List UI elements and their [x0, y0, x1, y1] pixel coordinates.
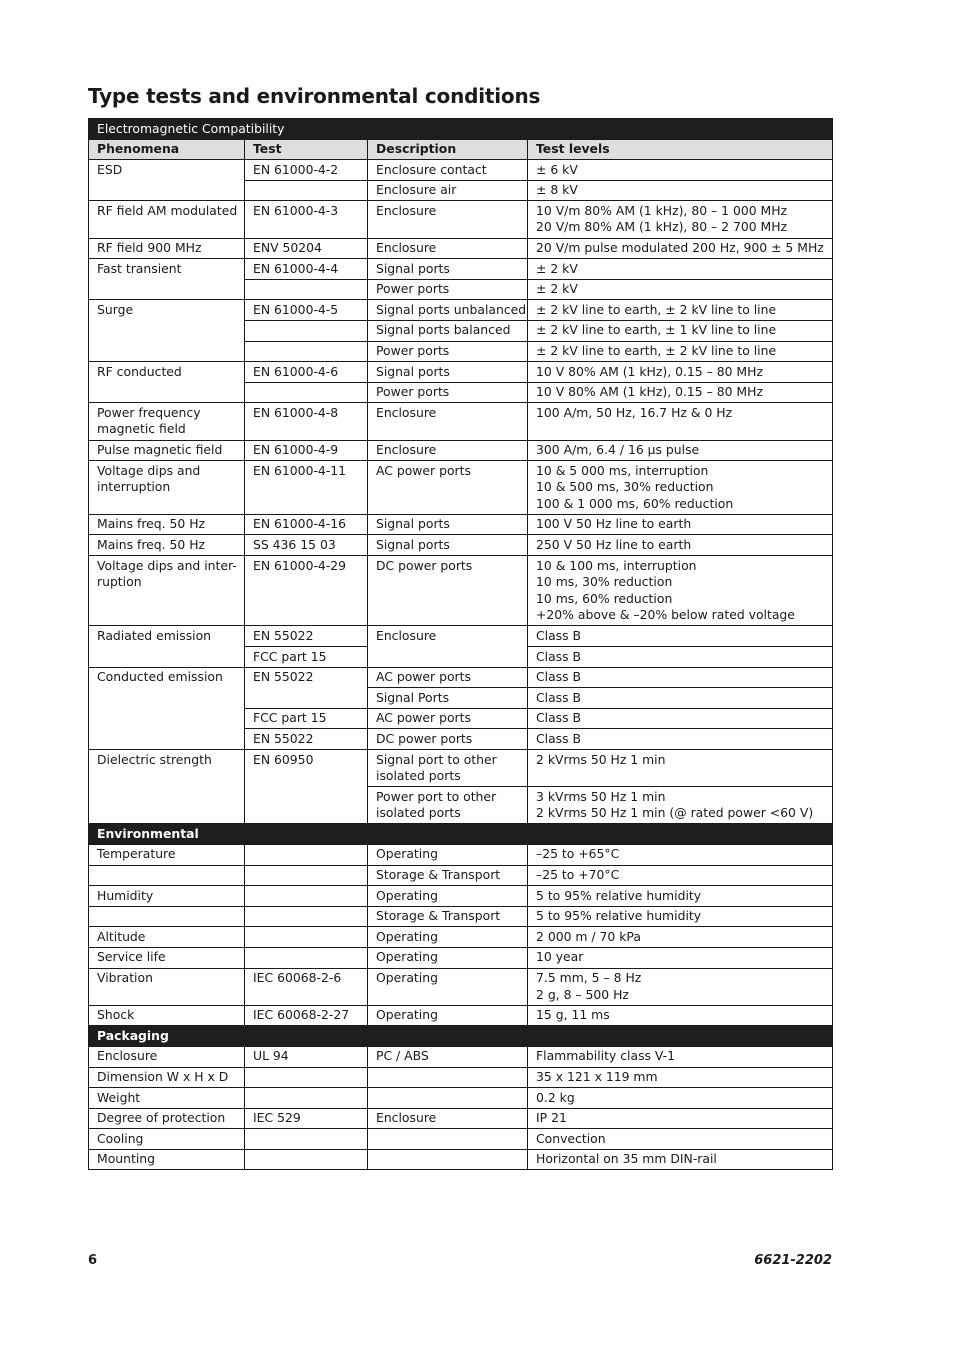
- description-cell: AC power ports: [368, 461, 528, 515]
- test-cell: EN 55022: [245, 729, 368, 750]
- section-heading-row: [89, 1026, 833, 1047]
- page-title: Type tests and environmental conditions: [88, 84, 541, 108]
- description-cell: Signal ports: [368, 362, 528, 383]
- column-header: Test: [245, 139, 368, 160]
- test-cell: EN 61000-4-2: [245, 160, 368, 181]
- phenomena-cell: Vibration: [89, 968, 245, 1005]
- test-level-cell: Class B: [528, 708, 833, 729]
- table-row: [89, 362, 833, 383]
- table-row: [89, 259, 833, 280]
- description-cell: Enclosure: [368, 238, 528, 259]
- test-level-cell: ± 2 kV: [528, 279, 833, 300]
- phenomena-cell: Weight: [89, 1088, 245, 1109]
- test-level-cell: ± 2 kV line to earth, ± 2 kV line to line: [528, 300, 833, 321]
- page-number: 6: [88, 1253, 98, 1268]
- test-cell: IEC 529: [245, 1108, 368, 1129]
- table-row: [89, 535, 833, 556]
- test-cell: IEC 60068-2-6: [245, 968, 368, 1005]
- test-level-cell: Class B: [528, 667, 833, 688]
- test-cell: ENV 50204: [245, 238, 368, 259]
- phenomena-cell: Voltage dips and inter- ruption: [89, 556, 245, 626]
- phenomena-cell: Shock: [89, 1005, 245, 1026]
- test-cell: [245, 1067, 368, 1088]
- table-row: [89, 1005, 833, 1026]
- test-cell: EN 61000-4-11: [245, 461, 368, 515]
- phenomena-cell: Temperature: [89, 844, 245, 865]
- description-cell: Enclosure: [368, 440, 528, 461]
- description-cell: [368, 1129, 528, 1150]
- phenomena-cell: [89, 865, 245, 886]
- phenomena-cell: Humidity: [89, 886, 245, 907]
- test-level-cell: 100 A/m, 50 Hz, 16.7 Hz & 0 Hz: [528, 403, 833, 440]
- test-cell: EN 61000-4-8: [245, 403, 368, 440]
- test-level-cell: 2 kVrms 50 Hz 1 min: [528, 750, 833, 787]
- phenomena-cell: Voltage dips and interruption: [89, 461, 245, 515]
- phenomena-cell: Mounting: [89, 1149, 245, 1170]
- description-cell: [368, 1149, 528, 1170]
- phenomena-cell: ESD: [89, 160, 245, 201]
- test-cell: EN 61000-4-3: [245, 201, 368, 238]
- test-level-cell: 10 year: [528, 947, 833, 968]
- test-cell: EN 60950: [245, 750, 368, 824]
- description-cell: PC / ABS: [368, 1046, 528, 1067]
- description-cell: Signal ports: [368, 259, 528, 280]
- table-row: [89, 238, 833, 259]
- description-cell: Enclosure: [368, 626, 528, 667]
- type-tests-table: [88, 118, 833, 1170]
- test-level-cell: Class B: [528, 688, 833, 709]
- test-cell: EN 55022: [245, 667, 368, 708]
- description-cell: Enclosure: [368, 1108, 528, 1129]
- test-level-cell: 10 V 80% AM (1 kHz), 0.15 – 80 MHz: [528, 382, 833, 403]
- table-row: [89, 1088, 833, 1109]
- test-cell: [245, 844, 368, 865]
- test-cell: EN 61000-4-9: [245, 440, 368, 461]
- test-level-cell: –25 to +70°C: [528, 865, 833, 886]
- test-cell: EN 61000-4-6: [245, 362, 368, 383]
- phenomena-cell: Conducted emission: [89, 667, 245, 749]
- description-cell: Operating: [368, 1005, 528, 1026]
- table-row: [89, 865, 833, 886]
- table-row: [89, 160, 833, 181]
- description-cell: Enclosure: [368, 403, 528, 440]
- description-cell: Enclosure air: [368, 180, 528, 201]
- table-row: [89, 300, 833, 321]
- table-row: [89, 1108, 833, 1129]
- description-cell: Operating: [368, 844, 528, 865]
- description-cell: [368, 1067, 528, 1088]
- test-cell: EN 61000-4-16: [245, 514, 368, 535]
- test-level-cell: ± 8 kV: [528, 180, 833, 201]
- phenomena-cell: Service life: [89, 947, 245, 968]
- description-cell: Operating: [368, 968, 528, 1005]
- test-cell: [245, 906, 368, 927]
- test-level-cell: 300 A/m, 6.4 / 16 µs pulse: [528, 440, 833, 461]
- test-level-cell: Class B: [528, 729, 833, 750]
- table-row: [89, 626, 833, 647]
- phenomena-cell: Mains freq. 50 Hz: [89, 535, 245, 556]
- test-level-cell: 35 x 121 x 119 mm: [528, 1067, 833, 1088]
- table-row: [89, 440, 833, 461]
- description-cell: Signal ports: [368, 514, 528, 535]
- test-level-cell: 5 to 95% relative humidity: [528, 886, 833, 907]
- test-cell: EN 61000-4-5: [245, 300, 368, 321]
- phenomena-cell: Pulse magnetic field: [89, 440, 245, 461]
- table-row: [89, 1046, 833, 1067]
- test-level-cell: –25 to +65°C: [528, 844, 833, 865]
- test-level-cell: Class B: [528, 626, 833, 647]
- test-level-cell: 2 000 m / 70 kPa: [528, 927, 833, 948]
- test-cell: [245, 320, 368, 341]
- column-header: Phenomena: [89, 139, 245, 160]
- description-cell: Operating: [368, 947, 528, 968]
- section-heading-row: [89, 119, 833, 140]
- description-cell: Signal ports unbalanced: [368, 300, 528, 321]
- table-row: [89, 750, 833, 787]
- document-number: 6621-2202: [754, 1253, 832, 1268]
- table-row: [89, 927, 833, 948]
- table-row: [89, 1129, 833, 1150]
- test-level-cell: 20 V/m pulse modulated 200 Hz, 900 ± 5 MHz: [528, 238, 833, 259]
- test-cell: [245, 1088, 368, 1109]
- test-cell: [245, 947, 368, 968]
- description-cell: Power port to other isolated ports: [368, 787, 528, 824]
- phenomena-cell: RF field AM modulated: [89, 201, 245, 238]
- phenomena-cell: Cooling: [89, 1129, 245, 1150]
- test-cell: [245, 279, 368, 300]
- phenomena-cell: Dimension W x H x D: [89, 1067, 245, 1088]
- test-level-cell: 10 V/m 80% AM (1 kHz), 80 – 1 000 MHz 20 V/m 80% AM (1 kHz), 80 – 2 700 MHz: [528, 201, 833, 238]
- test-level-cell: 5 to 95% relative humidity: [528, 906, 833, 927]
- test-cell: UL 94: [245, 1046, 368, 1067]
- test-level-cell: ± 6 kV: [528, 160, 833, 181]
- test-cell: [245, 341, 368, 362]
- test-level-cell: Convection: [528, 1129, 833, 1150]
- table-row: [89, 461, 833, 515]
- table-row: [89, 1149, 833, 1170]
- phenomena-cell: Dielectric strength: [89, 750, 245, 824]
- table-row: [89, 906, 833, 927]
- test-cell: [245, 1149, 368, 1170]
- description-cell: AC power ports: [368, 708, 528, 729]
- section-heading: Environmental: [89, 824, 833, 845]
- phenomena-cell: Degree of protection: [89, 1108, 245, 1129]
- test-level-cell: IP 21: [528, 1108, 833, 1129]
- test-level-cell: 0.2 kg: [528, 1088, 833, 1109]
- test-cell: SS 436 15 03: [245, 535, 368, 556]
- test-level-cell: Horizontal on 35 mm DIN-rail: [528, 1149, 833, 1170]
- description-cell: Power ports: [368, 279, 528, 300]
- test-cell: FCC part 15: [245, 647, 368, 668]
- phenomena-cell: RF field 900 MHz: [89, 238, 245, 259]
- table-row: [89, 1067, 833, 1088]
- test-cell: [245, 927, 368, 948]
- description-cell: Power ports: [368, 382, 528, 403]
- test-cell: IEC 60068-2-27: [245, 1005, 368, 1026]
- description-cell: Enclosure: [368, 201, 528, 238]
- phenomena-cell: Fast transient: [89, 259, 245, 300]
- description-cell: Signal ports: [368, 535, 528, 556]
- description-cell: Storage & Transport: [368, 865, 528, 886]
- test-level-cell: ± 2 kV line to earth, ± 1 kV line to line: [528, 320, 833, 341]
- test-level-cell: 250 V 50 Hz line to earth: [528, 535, 833, 556]
- description-cell: AC power ports: [368, 667, 528, 688]
- description-cell: Power ports: [368, 341, 528, 362]
- phenomena-cell: Surge: [89, 300, 245, 362]
- phenomena-cell: Altitude: [89, 927, 245, 948]
- phenomena-cell: Radiated emission: [89, 626, 245, 667]
- table-row: [89, 514, 833, 535]
- test-level-cell: ± 2 kV line to earth, ± 2 kV line to line: [528, 341, 833, 362]
- table-row: [89, 556, 833, 626]
- description-cell: Signal port to other isolated ports: [368, 750, 528, 787]
- description-cell: Storage & Transport: [368, 906, 528, 927]
- phenomena-cell: Mains freq. 50 Hz: [89, 514, 245, 535]
- description-cell: [368, 1088, 528, 1109]
- test-cell: EN 55022: [245, 626, 368, 647]
- description-cell: Operating: [368, 927, 528, 948]
- phenomena-cell: Power frequency magnetic field: [89, 403, 245, 440]
- type-tests-table-body: [89, 119, 833, 1170]
- column-header: Description: [368, 139, 528, 160]
- description-cell: Enclosure contact: [368, 160, 528, 181]
- description-cell: DC power ports: [368, 556, 528, 626]
- test-cell: FCC part 15: [245, 708, 368, 729]
- column-header: Test levels: [528, 139, 833, 160]
- phenomena-cell: Enclosure: [89, 1046, 245, 1067]
- table-row: [89, 201, 833, 238]
- test-cell: EN 61000-4-4: [245, 259, 368, 280]
- description-cell: Signal ports balanced: [368, 320, 528, 341]
- table-row: [89, 403, 833, 440]
- test-cell: [245, 865, 368, 886]
- section-heading: Electromagnetic Compatibility: [89, 119, 833, 140]
- table-row: [89, 886, 833, 907]
- table-row: [89, 968, 833, 1005]
- test-level-cell: 3 kVrms 50 Hz 1 min 2 kVrms 50 Hz 1 min (@ rated power <60 V): [528, 787, 833, 824]
- description-cell: Operating: [368, 886, 528, 907]
- phenomena-cell: [89, 906, 245, 927]
- test-cell: [245, 382, 368, 403]
- table-row: [89, 667, 833, 688]
- description-cell: DC power ports: [368, 729, 528, 750]
- table-row: [89, 844, 833, 865]
- test-level-cell: 10 & 5 000 ms, interruption 10 & 500 ms, 30% reduction 100 & 1 000 ms, 60% reduction: [528, 461, 833, 515]
- phenomena-cell: RF conducted: [89, 362, 245, 403]
- test-level-cell: 10 & 100 ms, interruption 10 ms, 30% reduction 10 ms, 60% reduction +20% above & –20% below rated voltage: [528, 556, 833, 626]
- test-level-cell: 15 g, 11 ms: [528, 1005, 833, 1026]
- test-level-cell: 10 V 80% AM (1 kHz), 0.15 – 80 MHz: [528, 362, 833, 383]
- test-level-cell: Flammability class V-1: [528, 1046, 833, 1067]
- description-cell: Signal Ports: [368, 688, 528, 709]
- table-row: [89, 947, 833, 968]
- section-heading: Packaging: [89, 1026, 833, 1047]
- test-level-cell: 7.5 mm, 5 – 8 Hz 2 g, 8 – 500 Hz: [528, 968, 833, 1005]
- test-level-cell: Class B: [528, 647, 833, 668]
- test-cell: EN 61000-4-29: [245, 556, 368, 626]
- test-cell: [245, 180, 368, 201]
- column-header-row: [89, 139, 833, 160]
- test-cell: [245, 886, 368, 907]
- test-cell: [245, 1129, 368, 1150]
- test-level-cell: ± 2 kV: [528, 259, 833, 280]
- test-level-cell: 100 V 50 Hz line to earth: [528, 514, 833, 535]
- section-heading-row: [89, 824, 833, 845]
